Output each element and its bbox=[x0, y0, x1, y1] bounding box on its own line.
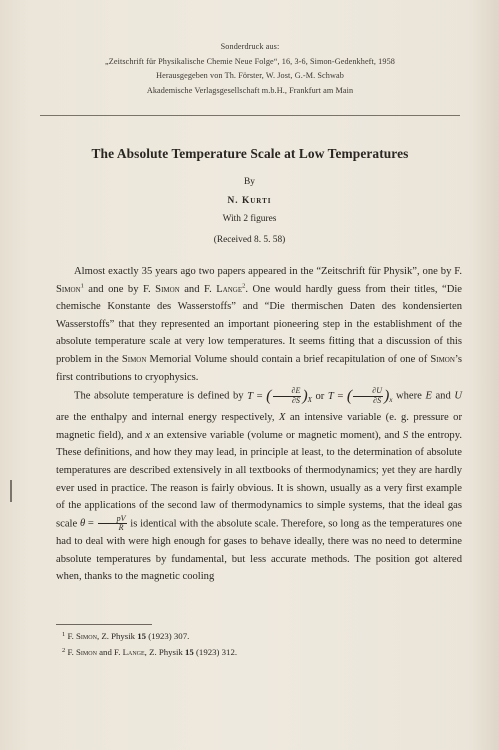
equation-temperature-definition: T = ( $\frac{\partial E}{\partial S}$ )$_X$ or T = ( $\frac{\partial U}{\partial S}$ )$_x$ bbox=[247, 386, 393, 405]
offprint-header bbox=[40, 40, 460, 98]
header-line-4: Akademische Verlagsgesellschaft m.b.H., Frankfurt am Main bbox=[146, 85, 354, 95]
byline-label: By bbox=[244, 177, 255, 187]
article-title: The Absolute Temperature Scale at Low Temperatures bbox=[91, 146, 409, 161]
footnote-ref-2: 2 bbox=[242, 282, 246, 290]
figures-note: With 2 figures bbox=[222, 214, 277, 224]
received-date: (Received 8. 5. 58) bbox=[213, 235, 286, 245]
paragraph-1: Almost exactly 35 years ago two papers appeared in the “Zeitschrift für Physik”, one by F. Simon$^1$ and one by F. Simon and F. Lange$^2$. One would hardly guess from their titles, “Die chemische Konstante des Wasserstoffs” and “Die thermischen Daten des kondensierten Wasserstoffs” that they represented an important pioneering step in the establishment of the absolute temperature scale at very low temperatures. It seems fitting that a discussion of this problem in the Simon Memorial Volume should contain a brief recapitulation of one of Simon’s first contributions to cryophysics. bbox=[56, 266, 462, 383]
author-name: N. Kurti bbox=[227, 196, 272, 206]
article-body bbox=[56, 263, 462, 586]
header-line-2: „Zeitschrift für Physikalische Chemie Neue Folge“, 16, 3-6, Simon-Gedenkheft, 1958 bbox=[105, 56, 395, 66]
footnotes bbox=[62, 628, 462, 659]
header-line-3: Herausgegeben von Th. Förster, W. Jost, G.-M. Schwab bbox=[156, 71, 344, 80]
footnote-ref-1: 1 bbox=[80, 282, 84, 290]
header-divider bbox=[40, 115, 460, 116]
margin-mark bbox=[10, 480, 12, 502]
footnote-divider bbox=[56, 624, 152, 625]
header-line-1: Sonderdruck aus: bbox=[220, 42, 280, 51]
equation-ideal-gas: θ = $\frac{pV}{R}$ bbox=[79, 513, 126, 533]
footnote-1: $^1$ F. Simon, Z. Physik 15 (1923) 307. bbox=[62, 631, 190, 641]
footnote-2: $^2$ F. Simon and F. Lange, Z. Physik 15 (1923) 312. bbox=[62, 646, 238, 657]
paragraph-2: The absolute temperature is defined by T = ( $\frac{\partial E}{\partial S}$ )$_X$ or T = ( $\frac{\partial U}{\partial S}$ )$_x$ where E and U are the enthalpy and internal energy respectively, X an intensive variable (e. g. pressure or magnetic field), and x an extensive variable (volume or magnetic moment), and S the entropy. These definitions, and how they may lead, in principle at least, to the determination of absolute temperatures are described extensively in all textbooks of thermodynamics; yet they are hardly ever used in practice. The reason is fairly obvious. It is shown, usually as a very first example of the applications of the second law of thermodynamics to simple systems, that the ideal gas scale θ = $\frac{pV}{R}$ is identical with the absolute scale. Therefore, so long as the temperatures one had to deal with were high enough for gases to behave ideally, there was no need to determine absolute temperatures by fundamental, but less accurate methods. The position got altered when, thanks to the magnetic cooling bbox=[56, 386, 462, 583]
